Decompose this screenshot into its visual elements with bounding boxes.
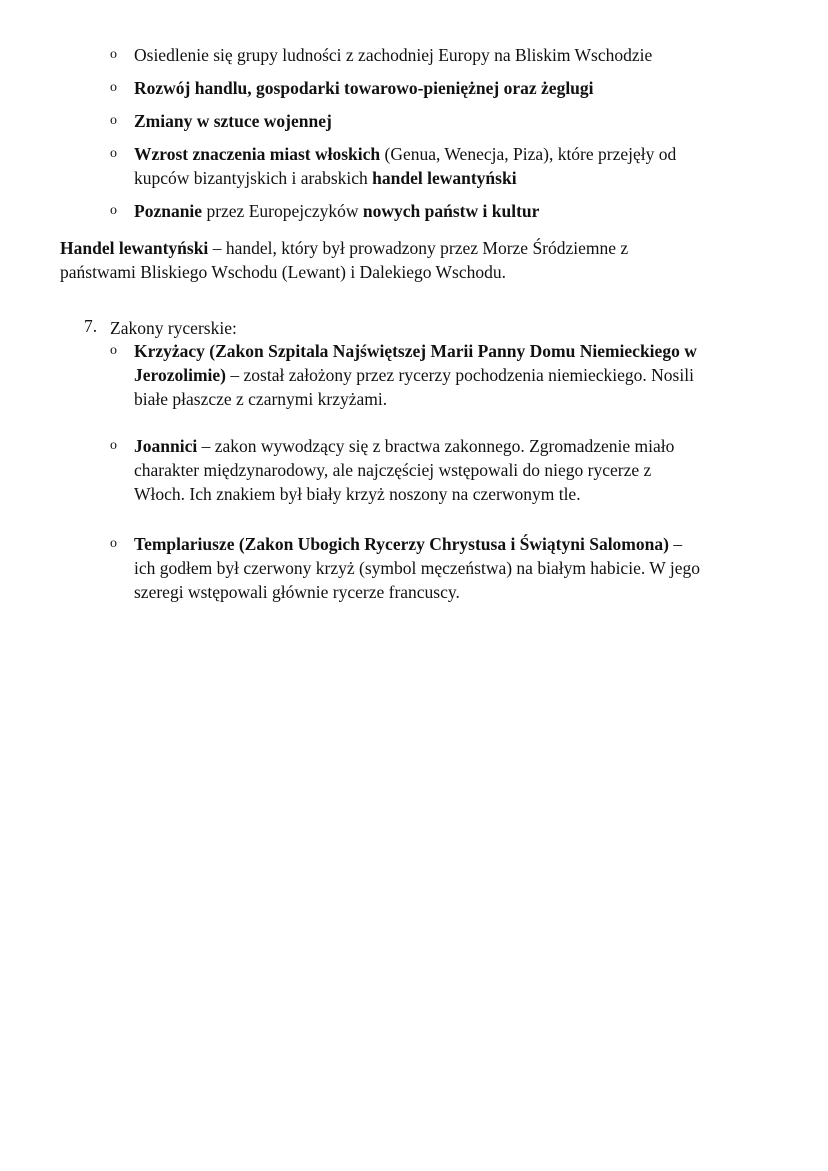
definition-levant-trade: Handel lewantyński – handel, który był prowadzony przez Morze Śródziemne z państwami Bliskiego Wschodu (Lewant) i Dalekiego Wschodu. bbox=[60, 238, 629, 282]
section-number: 7. bbox=[84, 316, 98, 336]
list-item-hospitallers: Joannici – zakon wywodzący się z bractwa zakonnego. Zgromadzenie miało charakter międzynarodowy, ale najczęściej wstępowali do niego rycerze z Włoch. Ich znakiem był biały krzyż noszony na czerwonym tle. bbox=[134, 436, 675, 504]
list-item-templars: Templariusze (Zakon Ubogich Rycerzy Chrystusa i Świątyni Salomona) – ich godłem był czerwony krzyż (symbol męczeństwa) na białym habicie. W jego szeregi wstępowali głównie rycerze francuscy. bbox=[134, 534, 700, 602]
list-item-settlement: Osiedlenie się grupy ludności z zachodniej Europy na Bliskim Wschodzie bbox=[134, 45, 653, 65]
bullet-marker: o bbox=[110, 203, 117, 218]
bullet-marker: o bbox=[110, 47, 117, 62]
list-item-italian-cities: Wzrost znaczenia miast włoskich (Genua, Wenecja, Piza), które przejęły od kupców bizantyjskich i arabskich handel lewantyński bbox=[134, 144, 677, 188]
bullet-marker: o bbox=[110, 536, 117, 551]
bullet-marker: o bbox=[110, 80, 117, 95]
bullet-marker: o bbox=[110, 438, 117, 453]
list-item-discovery: Poznanie przez Europejczyków nowych państw i kultur bbox=[134, 201, 540, 221]
bullet-marker: o bbox=[110, 113, 117, 128]
list-item-warfare: Zmiany w sztuce wojennej bbox=[134, 111, 332, 131]
list-item-trade: Rozwój handlu, gospodarki towarowo-pieniężnej oraz żeglugi bbox=[134, 78, 594, 98]
bullet-marker: o bbox=[110, 343, 117, 358]
section-title: Zakony rycerskie: bbox=[110, 318, 237, 338]
list-item-teutonic-knights: Krzyżacy (Zakon Szpitala Najświętszej Marii Panny Domu Niemieckiego w Jerozolimie) – został założony przez rycerzy pochodzenia niemieckiego. Nosili białe płaszcze z czarnymi krzyżami. bbox=[134, 341, 697, 409]
bullet-marker: o bbox=[110, 146, 117, 161]
